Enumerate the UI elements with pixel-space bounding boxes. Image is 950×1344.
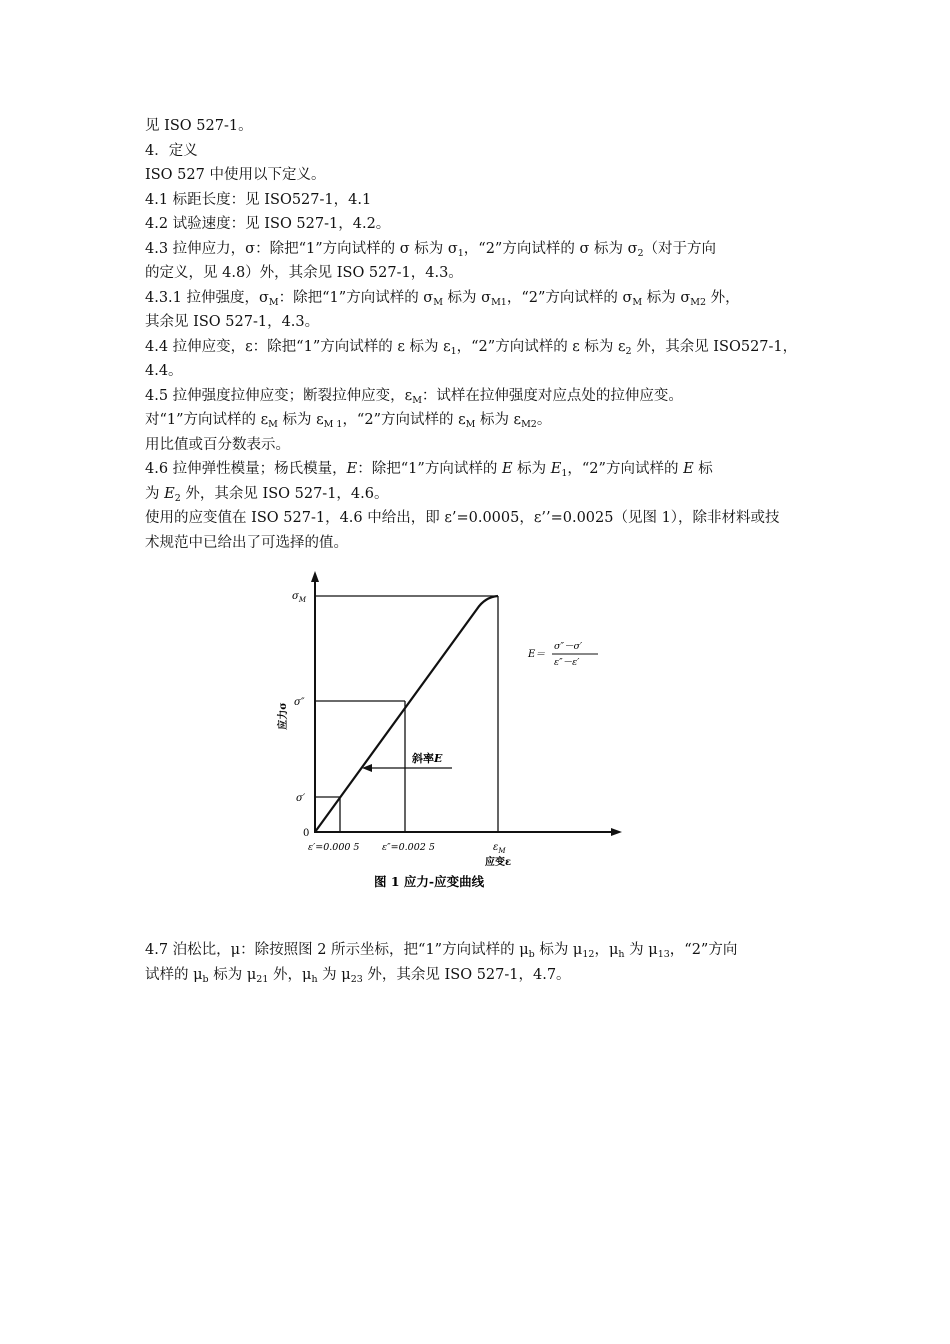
definition-4-3: 4.3 拉伸应力，σ：除把“1”方向试样的 σ 标为 $\sigma_1$，“2”方向试样的 σ 标为 $\sigma_2$（对于方向 (145, 240, 717, 259)
paragraph: 见 ISO 527-1。 (145, 118, 253, 134)
definition-4-5-note: 对“1”方向试样的 $\varepsilon_M$ 标为 $\varepsilon_{M 1}$，“2”方向试样的 $\varepsilon_M$ 标为 $\varepsilon_{M2}$。 (145, 412, 552, 430)
definition-4-3-1-cont: 其余见 ISO 527-1，4.3。 (145, 314, 320, 330)
definition-4-7: 4.7 泊松比，μ：除按照图 2 所示坐标，把“1”方向试样的 $\mu_b$ 标为 $\mu_{12}$，$\mu_h$ 为 $\mu_{13}$，“2”方向 (145, 942, 738, 960)
definition-4-3-cont: 的定义，见 4.8）外，其余见 ISO 527-1，4.3。 (145, 265, 463, 281)
formula-numerator: σ″－σ′ (554, 641, 583, 652)
stress-strain-figure (270, 568, 640, 898)
tick-sigma-d: σ′ (296, 793, 306, 804)
y-axis-arrow (311, 571, 319, 582)
stress-strain-diagram (270, 568, 640, 898)
definition-4-2: 4.2 试验速度：见 ISO 527-1，4.2。 (145, 216, 391, 232)
section-heading: 4．定义 (145, 142, 198, 159)
document-body (145, 114, 810, 555)
definition-4-5: 4.5 拉伸强度拉伸应变；断裂拉伸应变，$\varepsilon_M$：试样在拉伸强度对应点处的拉伸应变。 (145, 387, 683, 406)
definition-4-5-unit: 用比值或百分数表示。 (145, 436, 290, 453)
x-axis-label: 应变ε (485, 857, 512, 868)
formula-denominator: ε″－ε′ (554, 657, 580, 668)
figure-caption: 图 1 应力-应变曲线 (374, 874, 485, 889)
definition-4-4-cont: 4.4。 (145, 363, 183, 379)
stress-strain-curve (315, 596, 498, 832)
tick-eps-d: ε′=0.000 5 (308, 842, 360, 853)
x-axis-arrow (611, 828, 622, 836)
definition-4-4: 4.4 拉伸应变，ε：除把“1”方向试样的 ε 标为 $\varepsilon_1$，“2”方向试样的 ε 标为 $\varepsilon_2$ 外，其余见 ISO527-1， (145, 338, 798, 357)
tick-sigma-dd: σ″ (294, 697, 305, 708)
tick-zero: 0 (303, 828, 310, 839)
definition-4-7-cont: 试样的 $\mu_b$ 标为 $\mu_{21}$ 外，$\mu_h$ 为 $\mu_{23}$ 外，其余见 ISO 527-1，4.7。 (145, 966, 571, 985)
paragraph: ISO 527 中使用以下定义。 (145, 167, 326, 183)
definition-4-6-cont: 为 $E_2$ 外，其余见 ISO 527-1，4.6。 (145, 485, 389, 504)
slope-label: 斜率E (412, 752, 443, 765)
definition-4-6-strain-cont: 术规范中已给出了可选择的值。 (145, 534, 348, 551)
definition-4-6: 4.6 拉伸弹性模量；杨氏模量，E：除把“1”方向试样的 E 标为 $E_1$，“2”方向试样的 E 标 (145, 461, 713, 479)
tick-eps-dd: ε″=0.002 5 (382, 842, 435, 853)
formula-lhs: E＝ (528, 649, 546, 660)
definition-4-3-1: 4.3.1 拉伸强度，$\sigma_M$：除把“1”方向试样的 $\sigma_M$ 标为 $\sigma_{M1}$，“2”方向试样的 $\sigma_M$ 标为 $\sigma_{M2}$ 外， (145, 289, 740, 308)
definition-4-1: 4.1 标距长度：见 ISO527-1，4.1 (145, 191, 372, 208)
document-body-tail (145, 938, 810, 987)
tick-eps-m: $\varepsilon_M$ (493, 842, 506, 855)
definition-4-6-strain: 使用的应变值在 ISO 527-1，4.6 中给出，即 ε’=0.0005，ε’’=0.0025（见图 1），除非材料或技 (145, 510, 780, 526)
y-axis-label: 应力σ (278, 702, 289, 730)
tick-sigma-m: $\sigma_M$ (292, 591, 306, 604)
